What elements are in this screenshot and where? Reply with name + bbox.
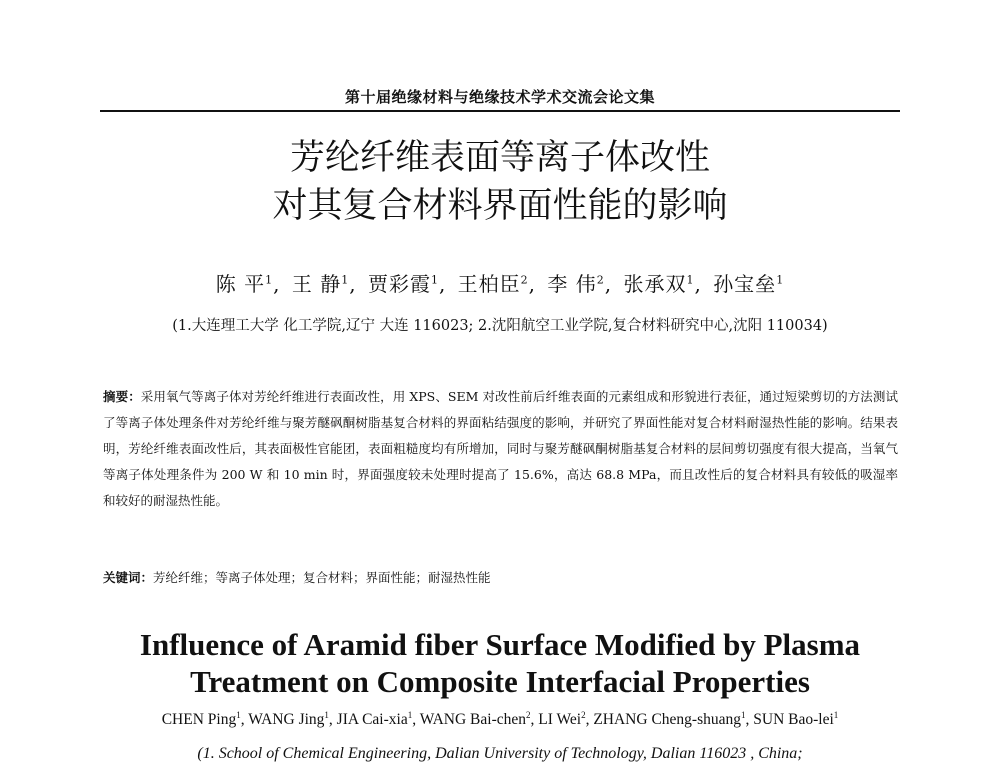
chinese-author: 李 伟$^2$	[547, 272, 605, 296]
header-rule	[100, 110, 900, 112]
chinese-keywords	[103, 568, 898, 588]
keywords-text: 芳纶纤维；等离子体处理；复合材料；界面性能；耐湿热性能	[153, 570, 491, 585]
english-title-line-2: Treatment on Composite Interfacial Properties	[190, 664, 810, 699]
english-author: SUN Bao-lei$^1$	[753, 710, 839, 729]
english-affiliation: (1. School of Chemical Engineering, Dalian University of Technology, Dalian 116023 , China;	[197, 745, 803, 762]
chinese-author: 王 静$^1$	[291, 272, 350, 296]
chinese-affiliation: (1.大连理工大学 化工学院,辽宁 大连 116023; 2.沈阳航空工业学院,复合材料研究中心,沈阳 110034)	[172, 318, 828, 334]
english-author: CHEN Ping$^1$	[161, 710, 241, 729]
chinese-author: 孙宝垒$^1$	[713, 272, 785, 296]
running-head: 第十届绝缘材料与绝缘技术学术交流会论文集	[344, 88, 655, 106]
english-author: LI Wei$^2$	[538, 710, 586, 729]
english-author: WANG Jing$^1$	[248, 710, 329, 729]
chinese-author: 张承双$^1$	[623, 272, 695, 296]
english-title-line-1: Influence of Aramid fiber Surface Modified by Plasma	[139, 627, 861, 662]
chinese-author: 陈 平$^1$	[215, 272, 274, 296]
chinese-title-line-1: 芳纶纤维表面等离子体改性	[289, 138, 710, 178]
chinese-author: 王柏臣$^2$	[457, 272, 529, 296]
english-author: JIA Cai-xia$^1$	[336, 710, 413, 729]
chinese-author-list: 陈 平$^1$, 王 静$^1$, 贾彩霞$^1$, 王柏臣$^2$, 李 伟$^2$, 张承双$^1$, 孙宝垒$^1$	[215, 272, 785, 296]
abstract-label: 摘要：	[103, 389, 141, 404]
chinese-title	[100, 134, 900, 230]
chinese-title-line-2: 对其复合材料界面性能的影响	[272, 186, 728, 226]
chinese-abstract	[103, 384, 898, 514]
english-author: ZHANG Cheng-shuang$^1$	[593, 710, 746, 729]
english-title	[100, 626, 900, 700]
abstract-text: 采用氧气等离子体对芳纶纤维进行表面改性，用 XPS、SEM 对改性前后纤维表面的元素组成和形貌进行表征，通过短梁剪切的方法测试了等离子体处理条件对芳纶纤维与聚芳醚砜酮树脂基复合材料的界面粘结强度的影响，并研究了界面性能对复合材料耐湿热性能的影响。结果表明，芳纶纤维表面改性后，其表面极性官能团，表面粗糙度均有所增加，同时与聚芳醚砜酮树脂基复合材料的层间剪切强度有很大提高，当氧气等离子体处理条件为 200 W 和 10 min 时，界面强度较未处理时提高了 15.6%，高达 68.8 MPa，而且改性后的复合材料具有较低的吸湿率和较好的耐湿热性能。	[103, 389, 898, 508]
chinese-author: 贾彩霞$^1$	[367, 272, 439, 296]
english-author-list: CHEN Ping$^1$, WANG Jing$^1$, JIA Cai-xia$^1$, WANG Bai-chen$^2$, LI Wei$^2$, ZHANG Cheng-shuang$^1$, SUN Bao-lei$^1$	[161, 710, 839, 729]
english-author: WANG Bai-chen$^2$	[419, 710, 531, 729]
keywords-label: 关键词：	[103, 570, 154, 585]
